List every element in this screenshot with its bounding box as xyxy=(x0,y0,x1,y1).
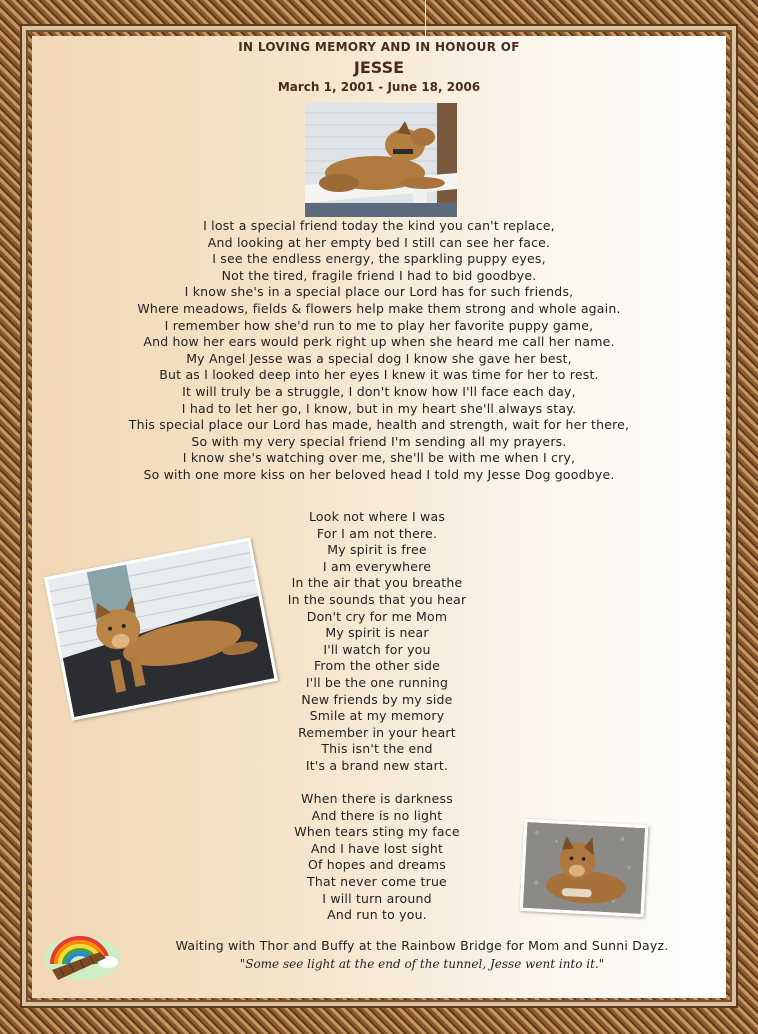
poem-line: For I am not there. xyxy=(316,525,438,541)
poem-line: And there is no light xyxy=(311,807,443,823)
poem-line: Of hopes and dreams xyxy=(307,857,447,873)
poem-line: That never come true xyxy=(307,874,447,890)
memorial-heading: IN LOVING MEMORY AND IN HONOUR OF xyxy=(238,40,520,54)
poem-look-not-where-i-was xyxy=(242,509,512,924)
stanza-gap xyxy=(242,775,512,792)
poem-line: From the other side xyxy=(313,658,441,674)
poem-line: Remember in your heart xyxy=(298,724,456,740)
poem-line: And how her ears would perk right up when she heard me call her name. xyxy=(143,334,615,350)
poem-line: I am everywhere xyxy=(322,558,432,574)
poem-line: When tears sting my face xyxy=(294,824,460,840)
poem-line: It will truly be a struggle, I don't know how I'll face each day, xyxy=(182,383,576,399)
rainbow-bridge-caption: Waiting with Thor and Buffy at the Rainbow Bridge for Mom and Sunni Dayz. xyxy=(175,938,669,953)
poem-line: Where meadows, fields & flowers help make them strong and whole again. xyxy=(137,300,621,316)
poem-line: I know she's in a special place our Lord has for such friends, xyxy=(184,284,574,300)
poem-line: In the sounds that you hear xyxy=(287,591,467,607)
poem-line: This isn't the end xyxy=(321,741,433,757)
top-divider-line xyxy=(425,0,426,36)
poem-line: Smile at my memory xyxy=(309,708,445,724)
poem-line: And looking at her empty bed I still can see her face. xyxy=(207,234,551,250)
poem-line: My Angel Jesse was a special dog I know she gave her best, xyxy=(186,350,572,366)
poem-line: So with one more kiss on her beloved head I told my Jesse Dog goodbye. xyxy=(143,466,615,482)
poem-line: When there is darkness xyxy=(301,791,453,807)
poem-line: Look not where I was xyxy=(308,509,446,524)
poem-line: This special place our Lord has made, health and strength, wait for her there, xyxy=(128,417,630,433)
poem-line: In the air that you breathe xyxy=(291,575,463,591)
memorial-page xyxy=(32,36,726,998)
photo-dog-on-bench xyxy=(305,103,457,217)
poem-line: So with my very special friend I'm sending all my prayers. xyxy=(191,433,567,449)
poem-line: Not the tired, fragile friend I had to bid goodbye. xyxy=(221,267,537,283)
memorial-quote: "Some see light at the end of the tunnel, Jesse went into it." xyxy=(239,957,605,971)
pet-dates: March 1, 2001 - June 18, 2006 xyxy=(277,80,481,94)
photo-dog-on-ground xyxy=(520,819,649,917)
pet-name: JESSE xyxy=(353,58,405,77)
poem-line: And I have lost sight xyxy=(310,840,444,856)
poem-line: My spirit is near xyxy=(325,625,429,641)
poem-line: I'll watch for you xyxy=(323,641,431,657)
poem-line: But as I looked deep into her eyes I knew it was time for her to rest. xyxy=(159,367,599,383)
poem-line: It's a brand new start. xyxy=(305,757,449,773)
poem-line: And run to you. xyxy=(327,907,427,923)
poem-line: I remember how she'd run to me to play her favorite puppy game, xyxy=(164,317,594,333)
poem-line: I'll be the one running xyxy=(305,674,449,690)
poem-line: New friends by my side xyxy=(301,691,453,707)
rainbow-bridge-icon xyxy=(42,924,124,988)
poem-line: I had to let her go, I know, but in my heart she'll always stay. xyxy=(181,400,577,416)
poem-line: Don't cry for me Mom xyxy=(306,608,448,624)
poem-i-lost-a-special-friend xyxy=(32,218,726,484)
poem-line: My spirit is free xyxy=(327,542,427,558)
poem-line: I know she's watching over me, she'll be with me when I cry, xyxy=(182,450,576,466)
poem-line: I lost a special friend today the kind you can't replace, xyxy=(203,218,555,233)
poem-line: I will turn around xyxy=(322,890,432,906)
poem-line: I see the endless energy, the sparkling puppy eyes, xyxy=(212,251,546,267)
